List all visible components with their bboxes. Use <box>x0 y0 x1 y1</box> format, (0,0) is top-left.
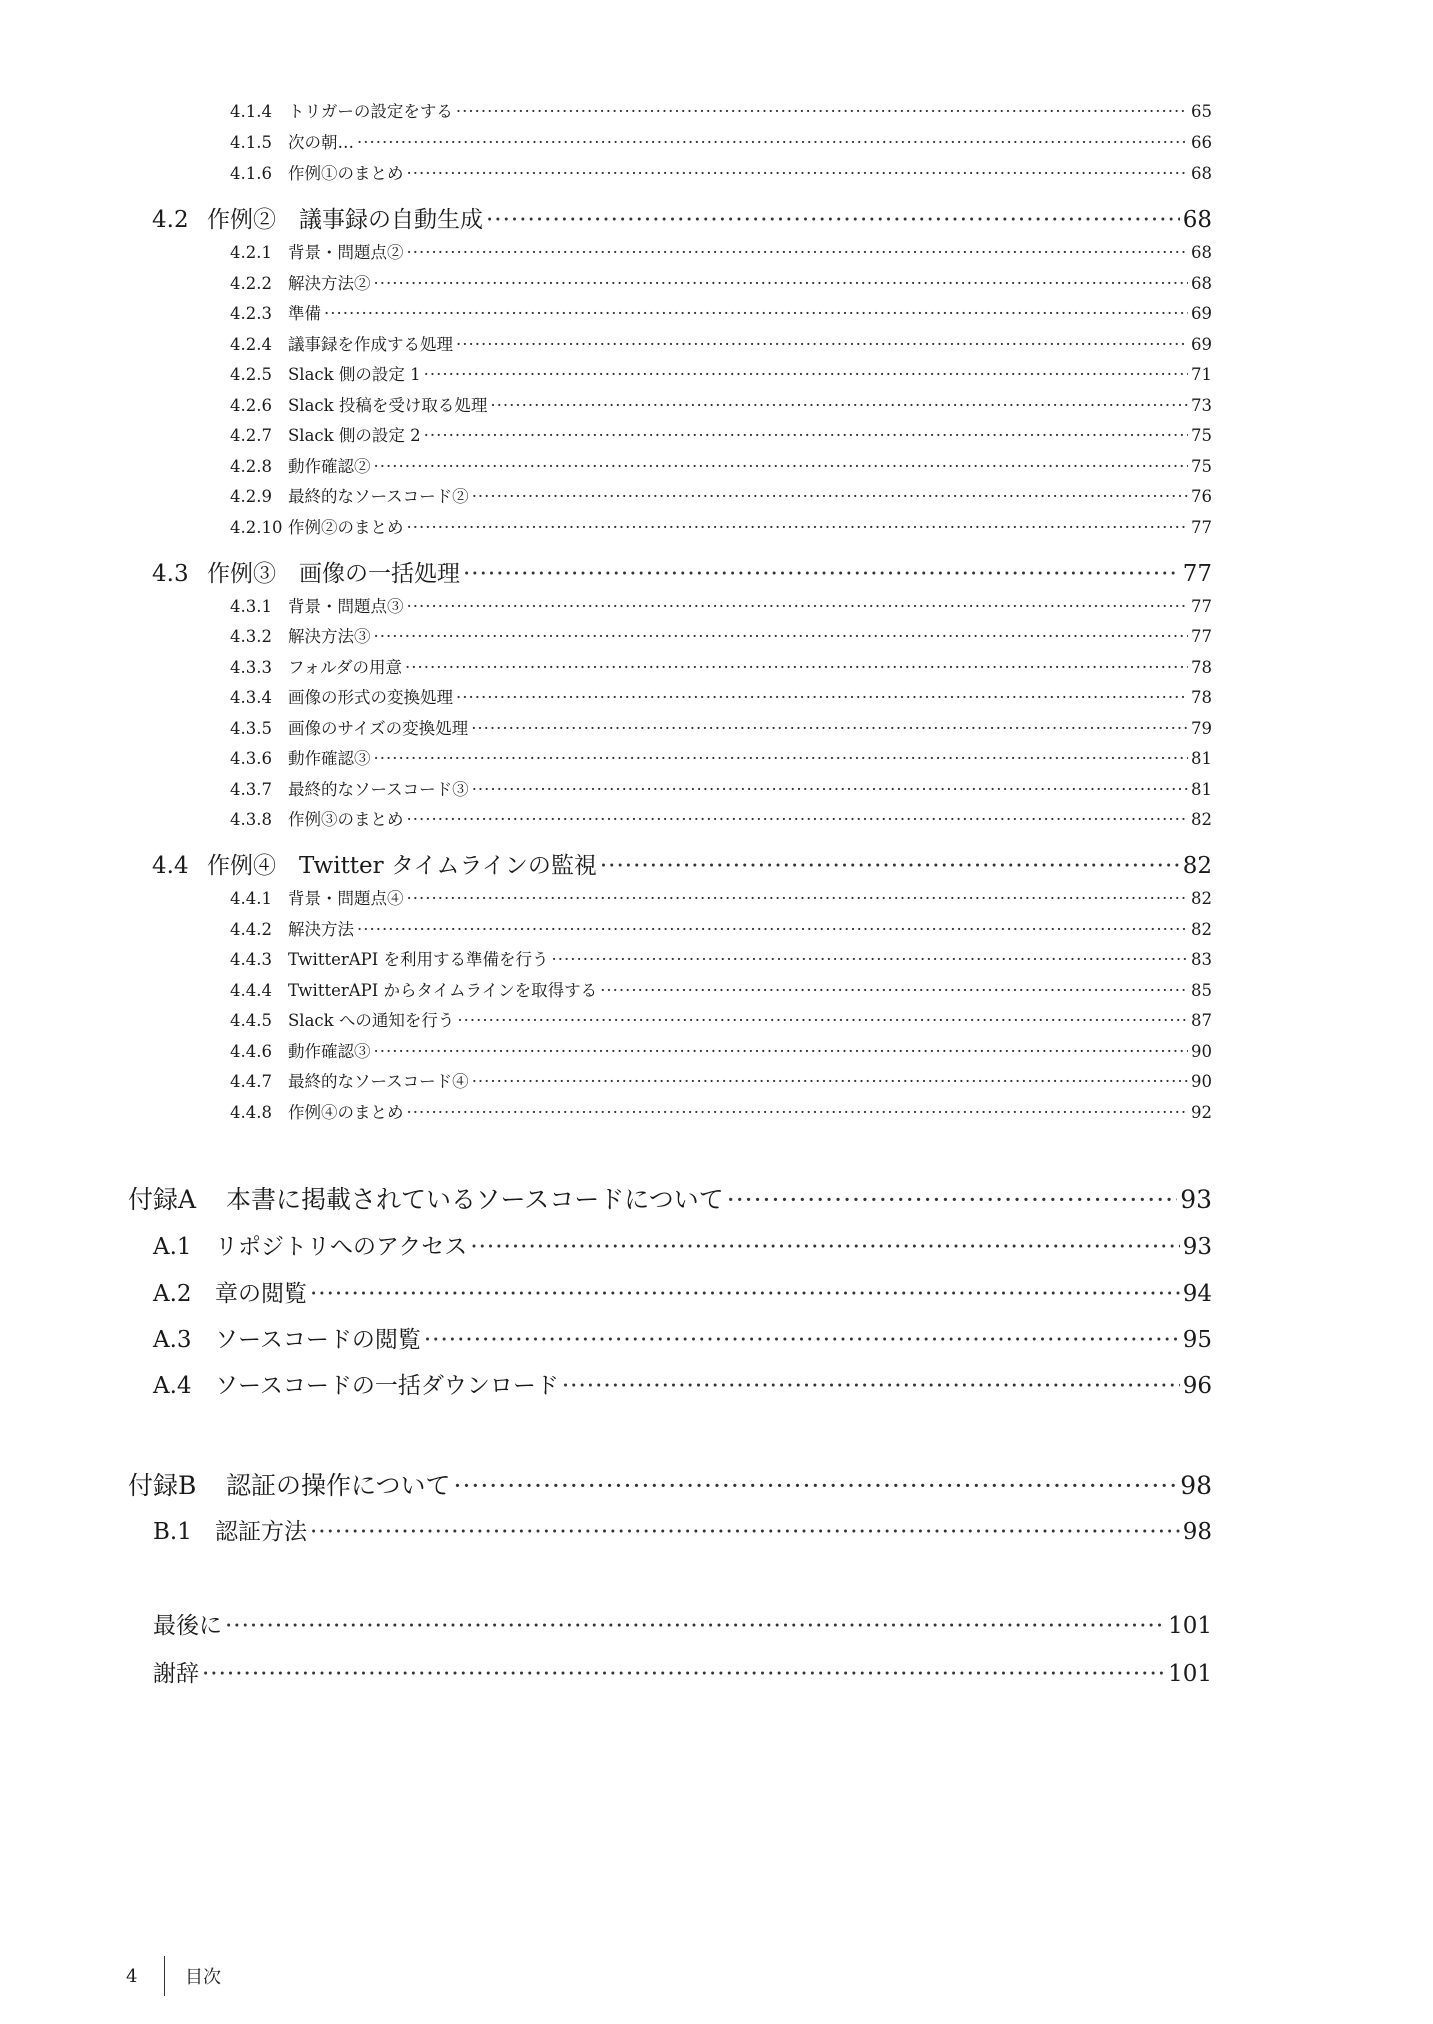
toc-entry-page: 101 <box>1168 1613 1212 1639</box>
toc-dot-leader <box>405 658 1188 677</box>
toc-entry[interactable] <box>230 916 1212 946</box>
toc-entry-title: 作例④のまとめ <box>288 1103 404 1122</box>
toc-dot-leader <box>454 1471 1178 1500</box>
toc-entry-page: 82 <box>1182 853 1212 879</box>
toc-entry-page: 73 <box>1191 396 1212 415</box>
toc-entry[interactable] <box>230 1038 1212 1068</box>
toc-entry-page: 65 <box>1191 102 1212 121</box>
toc-entry-number: 4.2.6 <box>230 396 272 415</box>
toc-entry[interactable] <box>230 745 1212 775</box>
toc-entry-title: 解決方法 <box>288 920 354 939</box>
toc-entry-number: 4.3.1 <box>230 597 272 616</box>
toc-entry[interactable] <box>230 715 1212 745</box>
toc-entry-title: 画像のサイズの変換処理 <box>288 719 469 738</box>
toc-entry-title: 解決方法② <box>288 274 371 293</box>
toc-entry[interactable] <box>230 593 1212 623</box>
toc-entry-title: 画像の形式の変換処理 <box>288 688 453 707</box>
toc-entry-title: ソースコードの閲覧 <box>215 1327 421 1353</box>
toc-entry-page: 66 <box>1191 133 1212 152</box>
toc-entry-page: 77 <box>1182 561 1212 587</box>
toc-entry[interactable] <box>230 654 1212 684</box>
toc-entry-number: A.1 <box>153 1234 192 1260</box>
toc-entry-number: 4.4.4 <box>230 981 272 1000</box>
toc-dot-leader <box>374 1042 1189 1061</box>
toc-entry-title: 章の閲覧 <box>215 1281 307 1307</box>
toc-entry[interactable] <box>230 361 1212 391</box>
toc-entry-number: 4.2.8 <box>230 457 272 476</box>
toc-entry[interactable] <box>230 160 1212 190</box>
toc-entry-title: TwitterAPI からタイムラインを取得する <box>288 981 598 1000</box>
toc-dot-leader <box>374 627 1189 646</box>
toc-dot-leader <box>407 243 1189 262</box>
toc-entry-title: 次の朝… <box>288 133 354 152</box>
toc-entry-number: 4.4 <box>152 853 189 879</box>
toc-entry-number: 4.4.1 <box>230 889 272 908</box>
toc-dot-leader <box>472 1072 1188 1091</box>
toc-dot-leader <box>407 1103 1189 1122</box>
toc-entry-title: 認証方法 <box>215 1519 307 1545</box>
toc-entry[interactable] <box>153 1607 1212 1647</box>
toc-dot-leader <box>407 597 1189 616</box>
toc-entry[interactable] <box>230 514 1212 544</box>
toc-entry-title: 作例② 議事録の自動生成 <box>207 207 483 233</box>
toc-dot-leader <box>456 688 1188 707</box>
toc-entry[interactable] <box>230 422 1212 452</box>
toc-entry-number: 4.1.6 <box>230 164 272 183</box>
toc-entry[interactable] <box>230 392 1212 422</box>
toc-dot-leader <box>374 457 1189 476</box>
toc-entry[interactable] <box>230 776 1212 806</box>
toc-entry-number: 付録A <box>128 1185 197 1214</box>
toc-entry-page: 96 <box>1182 1373 1212 1399</box>
toc-dot-leader <box>424 1327 1180 1353</box>
toc-entry[interactable] <box>230 453 1212 483</box>
toc-entry[interactable] <box>230 623 1212 653</box>
toc-entry-title: 背景・問題点③ <box>288 597 404 616</box>
toc-entry[interactable] <box>153 1275 1212 1315</box>
toc-entry[interactable] <box>230 684 1212 714</box>
toc-entry-page: 75 <box>1191 426 1212 445</box>
toc-entry-page: 69 <box>1191 304 1212 323</box>
toc-entry-number: 4.4.3 <box>230 950 272 969</box>
toc-entry-page: 77 <box>1191 627 1212 646</box>
toc-entry-page: 93 <box>1180 1185 1212 1214</box>
toc-entry-number: 4.3.3 <box>230 658 272 677</box>
toc-entry-page: 68 <box>1182 207 1212 233</box>
toc-entry[interactable] <box>230 300 1212 330</box>
toc-entry-number: A.2 <box>153 1281 192 1307</box>
toc-entry-page: 90 <box>1191 1042 1212 1061</box>
toc-entry-title: 背景・問題点④ <box>288 889 404 908</box>
toc-entry-title: ソースコードの一括ダウンロード <box>215 1373 559 1399</box>
page-footer <box>126 1956 221 1996</box>
toc-entry-number: 4.3 <box>152 561 189 587</box>
toc-entry-title: 作例③ 画像の一括処理 <box>207 561 460 587</box>
toc-dot-leader <box>456 335 1188 354</box>
toc-entry-page: 78 <box>1191 688 1212 707</box>
toc-entry-page: 101 <box>1168 1661 1212 1687</box>
toc-entry-page: 77 <box>1191 518 1212 537</box>
toc-entry-title: 本書に掲載されているソースコードについて <box>226 1185 724 1214</box>
toc-entry-number: 4.3.5 <box>230 719 272 738</box>
toc-entry-title: リポジトリへのアクセス <box>215 1234 468 1260</box>
toc-entry[interactable] <box>128 1466 1212 1506</box>
toc-entry-page: 95 <box>1182 1327 1212 1353</box>
toc-entry-page: 78 <box>1191 658 1212 677</box>
toc-entry[interactable] <box>230 885 1212 915</box>
toc-entry[interactable] <box>230 98 1212 128</box>
toc-dot-leader <box>424 365 1188 384</box>
toc-dot-leader <box>407 810 1189 829</box>
toc-dot-leader <box>202 1661 1165 1687</box>
toc-entry[interactable] <box>153 1228 1212 1268</box>
toc-entry-title: Slack 側の設定 2 <box>288 426 421 445</box>
toc-entry[interactable] <box>153 1367 1212 1407</box>
toc-entry-page: 82 <box>1191 810 1212 829</box>
toc-entry-number: 4.1.4 <box>230 102 272 121</box>
toc-dot-leader <box>600 853 1180 879</box>
toc-entry-page: 68 <box>1191 164 1212 183</box>
toc-entry-title: 最終的なソースコード② <box>288 487 469 506</box>
toc-entry-title: 最終的なソースコード③ <box>288 780 469 799</box>
toc-entry-number: 4.2.3 <box>230 304 272 323</box>
toc-entry[interactable] <box>153 1655 1212 1695</box>
toc-entry-page: 93 <box>1182 1234 1212 1260</box>
toc-entry[interactable] <box>230 270 1212 300</box>
toc-entry-number: 4.2.5 <box>230 365 272 384</box>
toc-entry-title: 謝辞 <box>153 1661 199 1687</box>
toc-entry-page: 98 <box>1180 1471 1212 1500</box>
toc-entry-page: 81 <box>1191 780 1212 799</box>
toc-entry-title: Slack への通知を行う <box>288 1011 455 1030</box>
toc-entry-page: 76 <box>1191 487 1212 506</box>
toc-entry[interactable] <box>230 1068 1212 1098</box>
toc-entry[interactable] <box>152 201 1212 237</box>
toc-entry-title: 背景・問題点② <box>288 243 404 262</box>
toc-entry-page: 75 <box>1191 457 1212 476</box>
toc-entry-page: 83 <box>1191 950 1212 969</box>
toc-entry-page: 68 <box>1191 274 1212 293</box>
toc-entry-page: 68 <box>1191 243 1212 262</box>
toc-entry-title: 準備 <box>288 304 321 323</box>
toc-dot-leader <box>727 1185 1177 1214</box>
toc-entry[interactable] <box>152 555 1212 591</box>
toc-entry-number: 付録B <box>128 1471 197 1500</box>
footer-section-title: 目次 <box>185 1967 221 1988</box>
toc-entry-page: 82 <box>1191 889 1212 908</box>
toc-entry-number: 4.2.10 <box>230 518 283 537</box>
footer-page-number: 4 <box>126 1965 138 1987</box>
toc-entry-title: フォルダの用意 <box>288 658 403 677</box>
toc-dot-leader <box>600 981 1188 1000</box>
toc-entry-title: Slack 側の設定 1 <box>288 365 421 384</box>
toc-entry[interactable] <box>230 946 1212 976</box>
toc-dot-leader <box>407 164 1189 183</box>
toc-entry-page: 69 <box>1191 335 1212 354</box>
toc-entry[interactable] <box>230 483 1212 513</box>
toc-entry-title: 議事録を作成する処理 <box>288 335 453 354</box>
toc-entry-number: A.4 <box>153 1373 192 1399</box>
toc-entry-page: 79 <box>1191 719 1212 738</box>
toc-entry-title: 最終的なソースコード④ <box>288 1072 469 1091</box>
toc-entry[interactable] <box>153 1321 1212 1361</box>
toc-entry-number: 4.4.7 <box>230 1072 272 1091</box>
toc-dot-leader <box>225 1613 1165 1639</box>
toc-dot-leader <box>357 920 1188 939</box>
toc-entry-title: TwitterAPI を利用する準備を行う <box>288 950 549 969</box>
toc-entry-page: 85 <box>1191 981 1212 1000</box>
toc-entry[interactable] <box>152 847 1212 883</box>
toc-entry-page: 90 <box>1191 1072 1212 1091</box>
toc-dot-leader <box>310 1519 1180 1545</box>
toc-entry-title: 動作確認③ <box>288 749 371 768</box>
toc-dot-leader <box>324 304 1188 323</box>
toc-entry-page: 81 <box>1191 749 1212 768</box>
toc-entry[interactable] <box>230 806 1212 836</box>
toc-entry-title: 作例④ Twitter タイムラインの監視 <box>207 853 597 879</box>
toc-entry-title: 動作確認③ <box>288 1042 371 1061</box>
toc-dot-leader <box>562 1373 1180 1399</box>
toc-dot-leader <box>490 396 1188 415</box>
toc-entry-number: 4.4.5 <box>230 1011 272 1030</box>
toc-entry-number: 4.4.6 <box>230 1042 272 1061</box>
toc-entry-page: 94 <box>1182 1281 1212 1307</box>
toc-entry-number: 4.4.8 <box>230 1103 272 1122</box>
toc-dot-leader <box>470 1234 1179 1260</box>
toc-entry-title: 作例②のまとめ <box>288 518 404 537</box>
toc-entry[interactable] <box>230 1007 1212 1037</box>
toc-entry-number: 4.3.2 <box>230 627 272 646</box>
toc-entry-number: 4.2.1 <box>230 243 272 262</box>
toc-dot-leader <box>463 561 1180 587</box>
toc-entry-title: 解決方法③ <box>288 627 371 646</box>
toc-dot-leader <box>310 1281 1180 1307</box>
toc-entry-title: 最後に <box>153 1613 222 1639</box>
toc-dot-leader <box>472 487 1188 506</box>
toc-entry-page: 82 <box>1191 920 1212 939</box>
toc-entry-page: 71 <box>1191 365 1212 384</box>
toc-entry-title: 作例①のまとめ <box>288 164 404 183</box>
toc-entry[interactable] <box>230 239 1212 269</box>
toc-dot-leader <box>552 950 1188 969</box>
toc-entry-title: 作例③のまとめ <box>288 810 404 829</box>
toc-entry-title: 認証の操作について <box>226 1471 451 1500</box>
toc-entry[interactable] <box>230 1099 1212 1129</box>
toc-dot-leader <box>471 719 1188 738</box>
toc-entry-number: B.1 <box>153 1519 192 1545</box>
toc-entry-title: 動作確認② <box>288 457 371 476</box>
toc-entry[interactable] <box>230 129 1212 159</box>
toc-dot-leader <box>407 518 1189 537</box>
toc-entry-number: 4.3.7 <box>230 780 272 799</box>
toc-entry-number: 4.2.9 <box>230 487 272 506</box>
toc-entry[interactable] <box>230 331 1212 361</box>
toc-entry[interactable] <box>128 1180 1212 1220</box>
toc-entry-number: 4.2 <box>152 207 189 233</box>
toc-dot-leader <box>456 102 1188 121</box>
toc-entry-title: Slack 投稿を受け取る処理 <box>288 396 488 415</box>
toc-dot-leader <box>486 207 1180 233</box>
toc-entry-number: 4.3.6 <box>230 749 272 768</box>
toc-dot-leader <box>374 274 1189 293</box>
toc-entry[interactable] <box>230 977 1212 1007</box>
toc-entry-number: 4.2.2 <box>230 274 272 293</box>
toc-entry-page: 92 <box>1191 1103 1212 1122</box>
toc-entry-number: 4.2.4 <box>230 335 272 354</box>
toc-entry-number: 4.3.8 <box>230 810 272 829</box>
toc-entry-page: 98 <box>1182 1519 1212 1545</box>
toc-entry[interactable] <box>153 1513 1212 1553</box>
toc-entry-page: 77 <box>1191 597 1212 616</box>
toc-entry-title: トリガーの設定をする <box>288 102 453 121</box>
toc-entry-number: A.3 <box>153 1327 192 1353</box>
toc-entry-number: 4.4.2 <box>230 920 272 939</box>
toc-dot-leader <box>457 1011 1188 1030</box>
footer-divider <box>164 1956 165 1996</box>
toc-dot-leader <box>374 749 1189 768</box>
toc-entry-page: 87 <box>1191 1011 1212 1030</box>
toc-entry-number: 4.2.7 <box>230 426 272 445</box>
toc-entry-number: 4.1.5 <box>230 133 272 152</box>
toc-dot-leader <box>424 426 1188 445</box>
toc-dot-leader <box>357 133 1188 152</box>
toc-dot-leader <box>407 889 1189 908</box>
toc-entry-number: 4.3.4 <box>230 688 272 707</box>
toc-dot-leader <box>472 780 1188 799</box>
